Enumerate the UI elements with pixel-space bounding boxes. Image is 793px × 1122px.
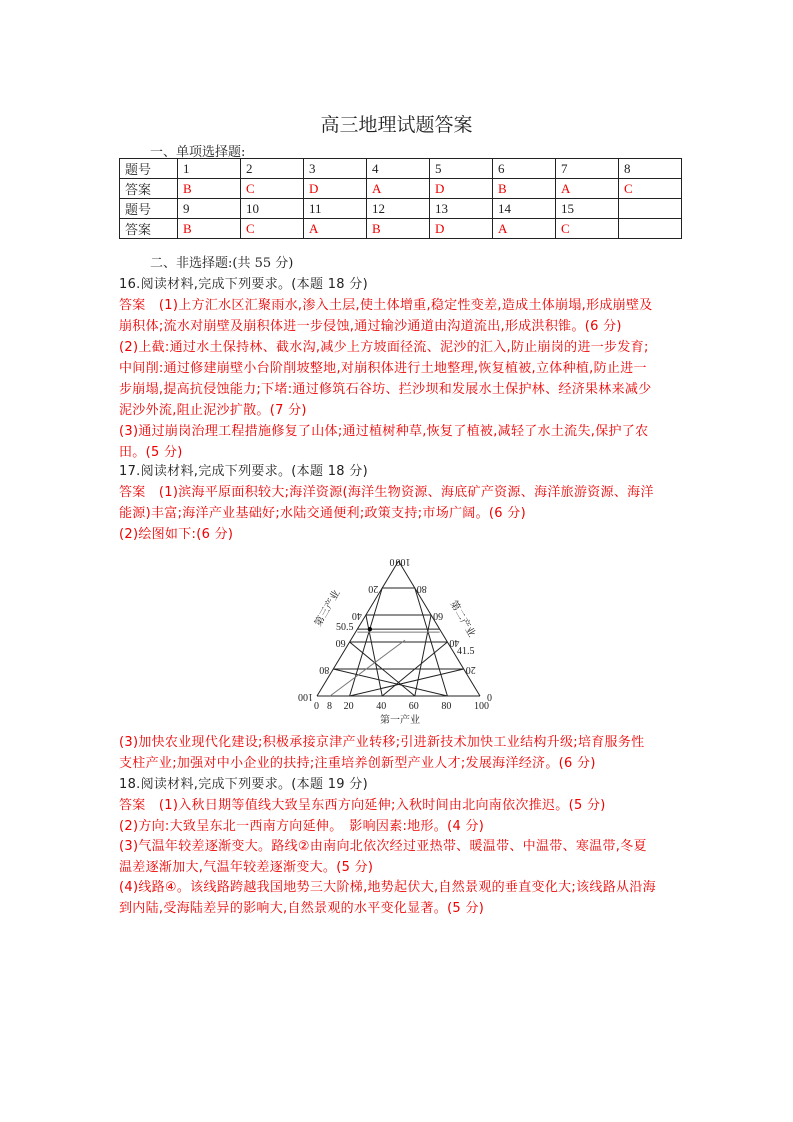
tertiary-tick-label: 20 [368,583,379,594]
answer-line: (3)气温年较差逐渐变大。路线②由南向北依次经过亚热带、暖温带、中温带、寒温带,冬夏 [119,839,647,854]
question-number-cell: 2 [241,159,304,179]
primary-tick-label: 20 [343,701,354,712]
answer-cell: A [367,179,430,199]
grid-line [366,615,382,696]
secondary-axis-label: 第二产业 [447,599,477,640]
answer-table [119,158,682,239]
row-label: 题号 [120,199,178,219]
primary-tick-label: 100 [474,701,489,712]
tertiary-axis-label: 第三产业 [313,588,343,629]
answer-line: 崩积体;流水对崩壁及崩积体进一步侵蚀,通过输沙通道由沟道流出,形成洪积锥。(6 分) [119,319,622,334]
question-number-cell: 7 [556,159,619,179]
answer-line: 答案 (1)入秋日期等值线大致呈东西方向延伸;入秋时间由北向南依次推迟。(5 分) [119,798,606,813]
question-number-cell: 5 [430,159,493,179]
answer-line: 中间削:通过修建崩壁小台阶削坡整地,对崩积体进行土地整理,恢复植被,立体种植,防止进一 [119,361,647,376]
row-label: 题号 [120,159,178,179]
q17-header: 17.阅读材料,完成下列要求。(本题 18 分) [119,464,368,479]
tertiary-tick-label: 40 [351,610,362,621]
secondary-tick-label: 60 [433,610,444,621]
tertiary-tick-label: 100 [298,691,313,702]
question-number-cell: 6 [493,159,556,179]
question-number-cell [619,199,682,219]
grid-line [415,615,431,696]
table-row [120,179,682,199]
question-number-cell: 4 [367,159,430,179]
answer-cell: D [430,219,493,239]
page-title: 高三地理试题答案 [320,114,473,136]
answer-cell: A [304,219,367,239]
primary-tick-label: 80 [441,701,452,712]
answer-cell: C [619,179,682,199]
answer-cell: C [241,219,304,239]
answer-line: (3)加快农业现代化建设;积极承接京津产业转移;引进新技术加快工业结构升级;培育服务性 [119,735,645,750]
answer-cell: C [556,219,619,239]
row-label: 答案 [120,179,178,199]
question-number-cell: 11 [304,199,367,219]
answer-line: 能源)丰富;海洋产业基础好;水陆交通便利;政策支持;市场广阔。(6 分) [119,506,526,521]
answer-cell: B [493,179,556,199]
answer-line: (2)绘图如下:(6 分) [119,527,234,542]
answer-cell: C [241,179,304,199]
answer-line: 支柱产业;加强对中小企业的扶持;注重培养创新型产业人才;发展海洋经济。(6 分) [119,756,596,771]
primary-axis-label: 第一产业 [380,715,420,726]
answer-line: 步崩塌,提高抗侵蚀能力;下堵:通过修筑石谷坊、拦沙坝和发展水土保护林、经济果林来减少 [119,382,652,397]
answer-line: 温差逐渐加大,气温年较差逐渐变大。(5 分) [119,859,374,875]
question-number-cell: 8 [619,159,682,179]
row-label: 答案 [120,219,178,239]
answer-cell: D [304,179,367,199]
section-2-heading: 二、非选择题:(共 55 分) [150,256,294,271]
table-row [120,159,682,179]
answer-line: (2)方向:大致呈东北一西南方向延伸。 影响因素:地形。(4 分) [119,818,485,834]
answer-cell: B [367,219,430,239]
q16-header: 16.阅读材料,完成下列要求。(本题 18 分) [119,277,368,292]
secondary-annotation: 41.5 [457,646,475,657]
tertiary-tick-label: 80 [319,664,330,675]
data-point [368,627,372,631]
secondary-tick-label: 80 [416,583,427,594]
answer-line: 田。(5 分) [119,445,183,460]
tertiary-tick-label: 60 [335,637,346,648]
question-number-cell: 13 [430,199,493,219]
question-number-cell: 15 [556,199,619,219]
answer-cell: A [493,219,556,239]
question-number-cell: 12 [367,199,430,219]
answer-cell [619,219,682,239]
answer-line: (3)通过崩岗治理工程措施修复了山体;通过植树种草,恢复了植被,减轻了水土流失,保护了农 [119,424,649,439]
tertiary-tick-label: 0 [389,556,395,567]
table-row [120,199,682,219]
answer-line: 答案 (1)滨海平原面积较大;海洋资源(海洋生物资源、海底矿产资源、海洋旅游资源、海洋 [119,485,654,500]
primary-tick-label: 0 [314,701,319,712]
answer-line: 答案 (1)上方汇水区汇聚雨水,渗入土层,使土体增重,稳定性变差,造成土体崩塌,形成崩壁及 [119,298,653,313]
answer-line: 泥沙外流,阻止泥沙扩散。(7 分) [119,403,307,418]
answer-cell: B [178,219,241,239]
secondary-tick-label: 0 [487,691,492,702]
secondary-tick-label: 100 [395,556,411,567]
answer-cell: A [556,179,619,199]
question-number-cell: 14 [493,199,556,219]
primary-tick-label: 40 [376,701,387,712]
secondary-tick-label: 40 [449,637,460,648]
primary-tick-label: 60 [408,701,419,712]
answer-cell: B [178,179,241,199]
answer-line: 到内陆,受海陆差异的影响大,自然景观的水平变化显著。(5 分) [119,900,485,916]
question-number-cell: 1 [178,159,241,179]
tertiary-annotation: 50.5 [336,622,354,633]
ternary-diagram [290,545,510,730]
table-row [120,219,682,239]
answer-cell: D [430,179,493,199]
question-number-cell: 3 [304,159,367,179]
q18-header: 18.阅读材料,完成下列要求。(本题 19 分) [119,777,368,792]
secondary-tick-label: 20 [465,664,476,675]
answer-line: (4)线路④。该线路跨越我国地势三大阶梯,地势起伏大,自然景观的垂直变化大;该线路从沿海 [119,880,656,895]
question-number-cell: 10 [241,199,304,219]
section-1-heading: 一、单项选择题: [150,145,246,160]
question-number-cell: 9 [178,199,241,219]
answer-line: (2)上截:通过水土保持林、截水沟,减少上方坡面径流、泥沙的汇入,防止崩岗的进一步发育; [119,340,649,355]
primary-tick-label: 8 [327,701,333,712]
